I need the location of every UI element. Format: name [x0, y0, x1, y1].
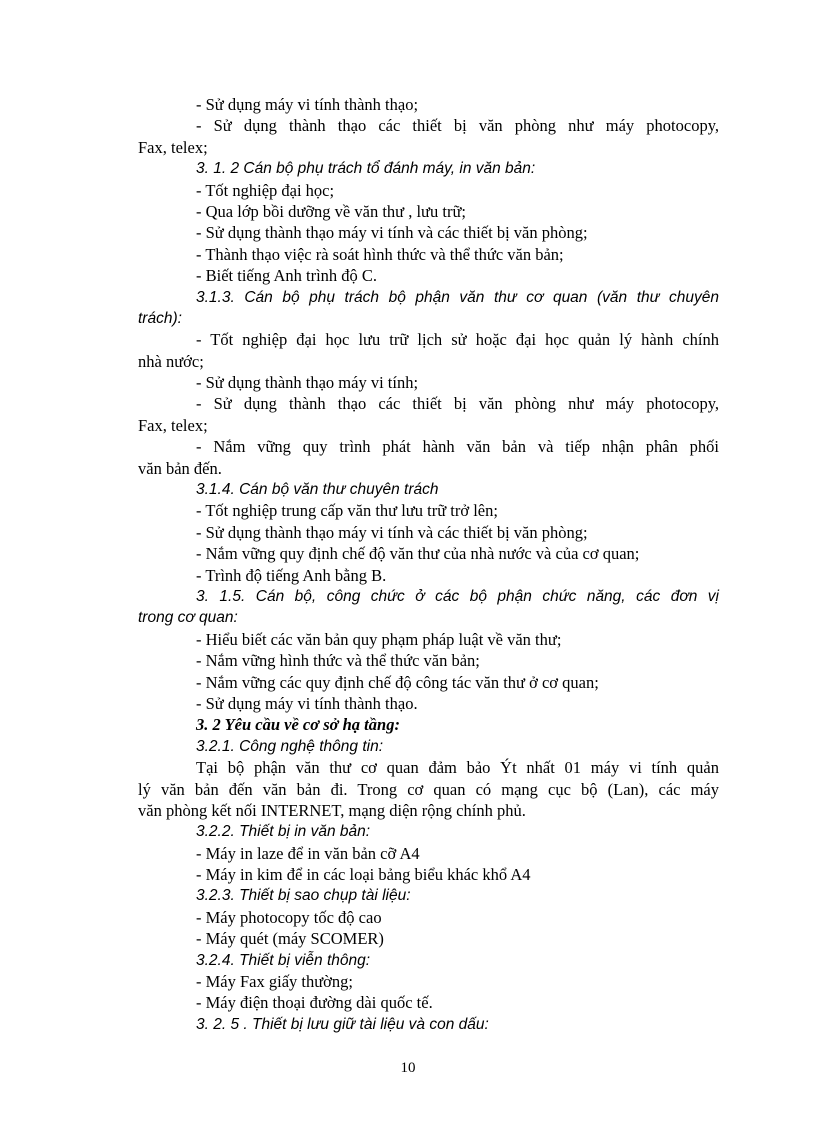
text-line: - Sử dụng máy vi tính thành thạo; [196, 95, 419, 114]
page-number: 10 [400, 1060, 416, 1076]
text-line: lý văn bản đến văn bản đi. Trong cơ quan có mạng cục bộ (Lan), các máy [138, 779, 719, 799]
document-page [138, 94, 719, 1035]
section-heading: 3. 2 Yêu cầu về cơ sở hạ tầng: [196, 715, 400, 735]
text-line: - Nắm vững hình thức và thể thức văn bản; [196, 651, 480, 671]
section-heading: 3. 1. 2 Cán bộ phụ trách tổ đánh máy, in văn bản: [196, 160, 536, 178]
text-line: - Máy photocopy tốc độ cao [196, 907, 382, 927]
text-line: Fax, telex; [138, 415, 208, 435]
text-line: - Hiểu biết các văn bản quy phạm pháp luật về văn thư; [196, 629, 562, 649]
text-line: - Nắm vững các quy định chế độ công tác văn thư ở cơ quan; [196, 672, 599, 692]
text-line: - Sử dụng thành thạo máy vi tính và các thiết bị văn phòng; [196, 223, 588, 243]
text-line: văn bản đến. [138, 458, 222, 478]
text-line: - Tốt nghiệp đại học; [196, 180, 335, 200]
section-heading: 3.2.3. Thiết bị sao chụp tài liệu: [196, 887, 411, 905]
text-line: - Qua lớp bồi dưỡng về văn thư , lưu trữ; [196, 201, 466, 221]
text-line: - Nắm vững quy trình phát hành văn bản và tiếp nhận phân phối [196, 437, 719, 457]
section-heading: 3.1.4. Cán bộ văn thư chuyên trách [196, 481, 439, 499]
text-line: - Biết tiếng Anh trình độ C. [196, 266, 378, 286]
section-heading: 3. 1.5. Cán bộ, công chức ở các bộ phận chức năng, các đơn vị [196, 587, 719, 605]
section-heading: trách): [138, 309, 182, 327]
text-line: - Máy quét (máy SCOMER) [196, 929, 384, 949]
text-line: - Máy in kim để in các loại bảng biểu khác khổ A4 [196, 865, 531, 885]
section-heading: 3.1.3. Cán bộ phụ trách bộ phận văn thư cơ quan (văn thư chuyên [196, 288, 719, 306]
text-line: - Sử dụng thành thạo máy vi tính và các thiết bị văn phòng; [196, 522, 588, 542]
text-line: - Máy in laze để in văn bản cỡ A4 [196, 843, 420, 863]
text-line: - Sử dụng thành thạo các thiết bị văn phòng như máy photocopy, [196, 116, 719, 136]
section-heading: 3. 2. 5 . Thiết bị lưu giữ tài liệu và con dấu: [196, 1015, 489, 1033]
text-line: - Trình độ tiếng Anh bằng B. [196, 565, 387, 585]
text-line: - Sử dụng máy vi tính thành thạo. [196, 693, 418, 713]
section-heading: trong cơ quan: [138, 609, 238, 627]
text-line: - Tốt nghiệp trung cấp văn thư lưu trữ trở lên; [196, 501, 498, 521]
text-line: văn phòng kết nối INTERNET, mạng diện rộng chính phủ. [138, 800, 526, 820]
text-line: - Nắm vững quy định chế độ văn thư của nhà nước và của cơ quan; [196, 544, 640, 564]
text-line: - Sử dụng thành thạo các thiết bị văn phòng như máy photocopy, [196, 394, 719, 414]
text-line: Fax, telex; [138, 137, 208, 157]
text-line: - Máy điện thoại đường dài quốc tế. [196, 993, 433, 1013]
text-line: - Tốt nghiệp đại học lưu trữ lịch sử hoặc đại học quản lý hành chính [196, 330, 719, 350]
text-line: Tại bộ phận văn thư cơ quan đảm bảo Ýt nhất 01 máy vi tính quản [196, 758, 719, 778]
text-line: - Máy Fax giấy thường; [196, 972, 353, 992]
section-heading: 3.2.1. Công nghệ thông tin: [196, 737, 384, 755]
section-heading: 3.2.4. Thiết bị viễn thông: [196, 951, 371, 969]
text-line: - Thành thạo việc rà soát hình thức và thể thức văn bản; [196, 244, 564, 264]
text-line: - Sử dụng thành thạo máy vi tính; [196, 373, 419, 393]
section-heading: 3.2.2. Thiết bị in văn bản: [196, 823, 371, 841]
text-line: nhà nước; [138, 351, 204, 371]
